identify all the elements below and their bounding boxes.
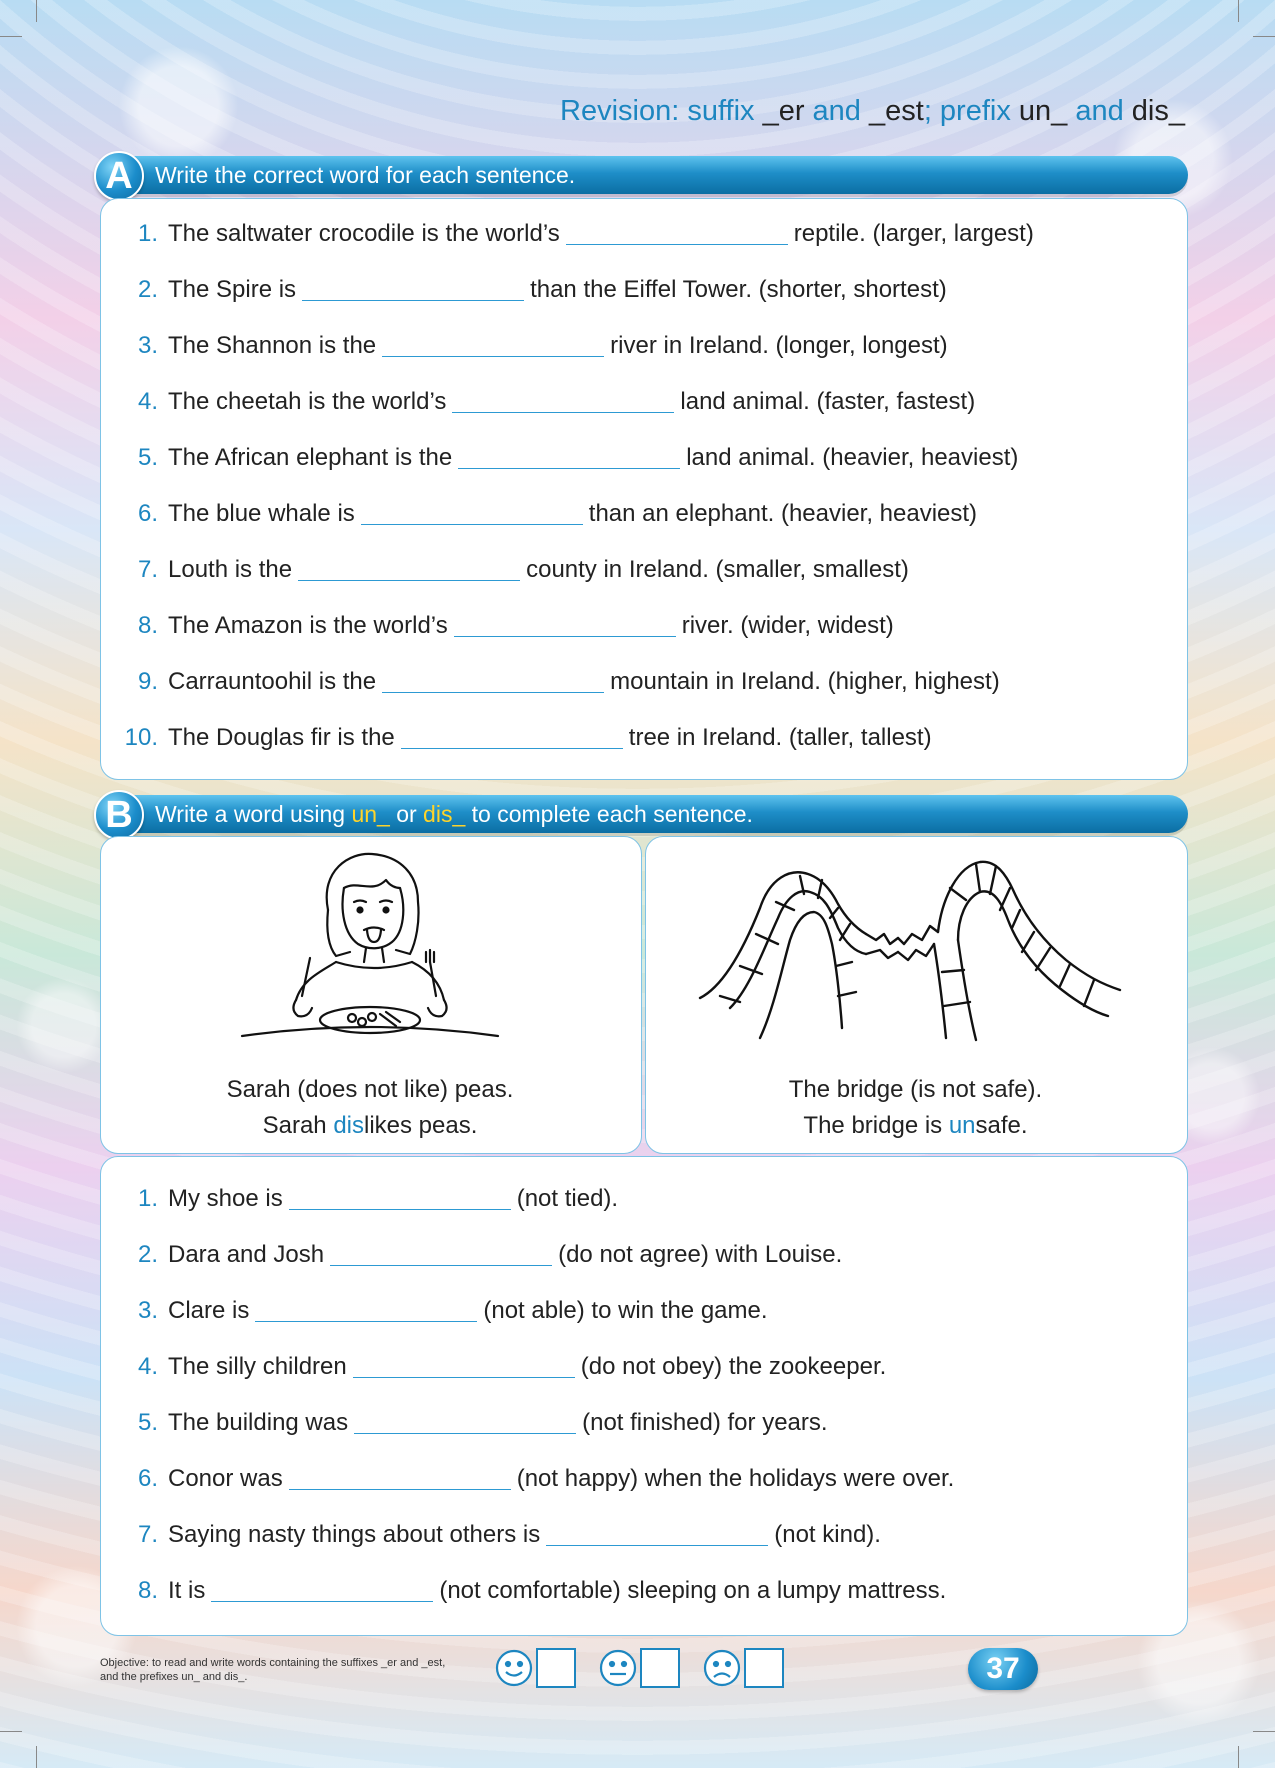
question-text-after: land animal. (faster, fastest) [680, 388, 976, 415]
question-number: 2. [137, 1241, 158, 1268]
answer-blank[interactable] [361, 504, 583, 525]
question-text-after: (not kind). [774, 1521, 881, 1548]
instruction-text: or [389, 801, 424, 827]
question-number: 1. [137, 1185, 158, 1212]
rating-checkbox[interactable] [536, 1648, 576, 1688]
answer-blank[interactable] [330, 1245, 552, 1266]
example-answer [100, 1108, 640, 1144]
girl-eating-illustration [240, 850, 500, 1050]
answer-blank[interactable] [546, 1525, 768, 1546]
title-text: un_ [1018, 95, 1068, 127]
question-text-before: The building was [168, 1409, 349, 1436]
example-caption-left [100, 1072, 640, 1144]
question-text-before: Carrauntoohil is the [168, 668, 377, 695]
rating-checkbox[interactable] [744, 1648, 784, 1688]
prefix-un-highlight: un_ [351, 801, 390, 827]
example-sentence: The bridge (is not safe). [788, 1076, 1043, 1103]
question-text-after: (not happy) when the holidays were over. [516, 1465, 955, 1492]
broken-bridge-illustration [690, 848, 1130, 1048]
answer-prefix: un [948, 1112, 976, 1139]
answer-blank[interactable] [298, 560, 520, 581]
question-item [108, 1395, 954, 1451]
rating-happy[interactable] [494, 1648, 576, 1688]
question-text-after: (not comfortable) sleeping on a lumpy mattress. [439, 1577, 947, 1604]
question-text-before: The blue whale is [168, 500, 355, 527]
question-item [108, 206, 1034, 262]
question-text-before: Louth is the [168, 556, 293, 583]
question-item [108, 1339, 954, 1395]
question-text-after: river. (wider, widest) [681, 612, 894, 639]
answer-blank[interactable] [289, 1189, 511, 1210]
question-text-before: The Douglas fir is the [168, 724, 395, 751]
section-a-badge: A [94, 151, 144, 201]
question-number: 2. [137, 276, 158, 303]
answer-blank[interactable] [354, 1413, 576, 1434]
question-item [108, 542, 1034, 598]
answer-blank[interactable] [353, 1357, 575, 1378]
rating-sad[interactable] [702, 1648, 784, 1688]
answer-blank[interactable] [382, 336, 604, 357]
title-text: _er [762, 95, 805, 127]
answer-text: safe. [975, 1112, 1028, 1139]
question-text-before: Clare is [168, 1297, 250, 1324]
question-text-after: (do not agree) with Louise. [558, 1241, 843, 1268]
happy-face-icon [494, 1648, 534, 1688]
answer-blank[interactable] [454, 616, 676, 637]
question-item [108, 486, 1034, 542]
answer-blank[interactable] [382, 672, 604, 693]
question-text-after: tree in Ireland. (taller, tallest) [628, 724, 932, 751]
neutral-face-icon [598, 1648, 638, 1688]
question-number: 4. [137, 1353, 158, 1380]
question-number: 5. [137, 1409, 158, 1436]
question-text-after: river in Ireland. (longer, longest) [610, 332, 948, 359]
question-item [108, 1451, 954, 1507]
question-text-after: reptile. (larger, largest) [793, 220, 1034, 247]
question-text-after: county in Ireland. (smaller, smallest) [526, 556, 909, 583]
question-text-after: than the Eiffel Tower. (shorter, shortest) [530, 276, 947, 303]
question-text-before: Conor was [168, 1465, 283, 1492]
sad-face-icon [702, 1648, 742, 1688]
question-number: 7. [137, 1521, 158, 1548]
question-text-before: Saying nasty things about others is [168, 1521, 541, 1548]
question-number: 1. [137, 220, 158, 247]
answer-blank[interactable] [211, 1581, 433, 1602]
rating-neutral[interactable] [598, 1648, 680, 1688]
question-text-before: My shoe is [168, 1185, 283, 1212]
question-number: 3. [137, 332, 158, 359]
answer-blank[interactable] [566, 224, 788, 245]
question-number: 6. [137, 500, 158, 527]
answer-blank[interactable] [302, 280, 524, 301]
title-text: _est [868, 95, 924, 127]
page-number: 37 [968, 1648, 1038, 1690]
question-number: 8. [137, 1577, 158, 1604]
rating-checkbox[interactable] [640, 1648, 680, 1688]
answer-prefix: dis [333, 1112, 364, 1139]
question-number: 10. [124, 724, 158, 751]
question-item [108, 710, 1034, 766]
prefix-dis-highlight: dis_ [423, 801, 466, 827]
page-title [560, 95, 1185, 128]
section-a-instruction: Write the correct word for each sentence. [155, 162, 576, 188]
answer-text: The bridge is [803, 1112, 949, 1139]
question-item [108, 1283, 954, 1339]
answer-text: likes peas. [364, 1112, 478, 1139]
question-item [108, 1507, 954, 1563]
question-text-after: (do not obey) the zookeeper. [580, 1353, 887, 1380]
example-sentence: Sarah (does not like) peas. [226, 1076, 514, 1103]
example-caption-right [645, 1072, 1186, 1144]
answer-blank[interactable] [289, 1469, 511, 1490]
section-a-question-list [108, 206, 1034, 766]
question-number: 5. [137, 444, 158, 471]
question-text-after: (not tied). [516, 1185, 619, 1212]
question-text-after: land animal. (heavier, heaviest) [686, 444, 1019, 471]
instruction-text: Write a word using [155, 801, 352, 827]
question-number: 7. [137, 556, 158, 583]
section-b-instruction [155, 795, 753, 833]
answer-blank[interactable] [458, 448, 680, 469]
question-text-after: mountain in Ireland. (higher, highest) [610, 668, 1000, 695]
question-text-before: It is [168, 1577, 206, 1604]
question-item [108, 1171, 954, 1227]
question-text-before: The African elephant is the [168, 444, 453, 471]
section-b-badge: B [94, 790, 144, 840]
title-text: dis_ [1131, 95, 1185, 127]
title-text: ; prefix [923, 95, 1019, 127]
answer-blank[interactable] [255, 1301, 477, 1322]
title-text: and [1067, 95, 1132, 127]
question-item [108, 318, 1034, 374]
answer-blank[interactable] [452, 392, 674, 413]
question-number: 3. [137, 1297, 158, 1324]
question-text-after: (not able) to win the game. [483, 1297, 768, 1324]
section-b-question-list [108, 1171, 954, 1619]
question-item [108, 598, 1034, 654]
question-item [108, 262, 1034, 318]
question-number: 4. [137, 388, 158, 415]
question-text-before: The Shannon is the [168, 332, 377, 359]
question-item [108, 1227, 954, 1283]
question-text-before: The saltwater crocodile is the world’s [168, 220, 560, 247]
answer-blank[interactable] [401, 728, 623, 749]
title-text: Revision: suffix [560, 95, 763, 127]
question-text-after: (not finished) for years. [582, 1409, 828, 1436]
question-number: 6. [137, 1465, 158, 1492]
question-text-after: than an elephant. (heavier, heaviest) [588, 500, 978, 527]
question-text-before: Dara and Josh [168, 1241, 325, 1268]
question-item [108, 374, 1034, 430]
question-item [108, 430, 1034, 486]
question-text-before: The Spire is [168, 276, 297, 303]
question-text-before: The cheetah is the world’s [168, 388, 447, 415]
title-text: and [804, 95, 869, 127]
question-text-before: The silly children [168, 1353, 347, 1380]
objective-text: Objective: to read and write words containing the suffixes _er and _est, and the prefixes un_ and dis_. [100, 1657, 446, 1683]
answer-text: Sarah [262, 1112, 334, 1139]
question-text-before: The Amazon is the world’s [168, 612, 448, 639]
question-number: 8. [137, 612, 158, 639]
question-number: 9. [137, 668, 158, 695]
instruction-text: to complete each sentence. [465, 801, 753, 827]
question-item [108, 1563, 954, 1619]
question-item [108, 654, 1034, 710]
example-answer [645, 1108, 1186, 1144]
